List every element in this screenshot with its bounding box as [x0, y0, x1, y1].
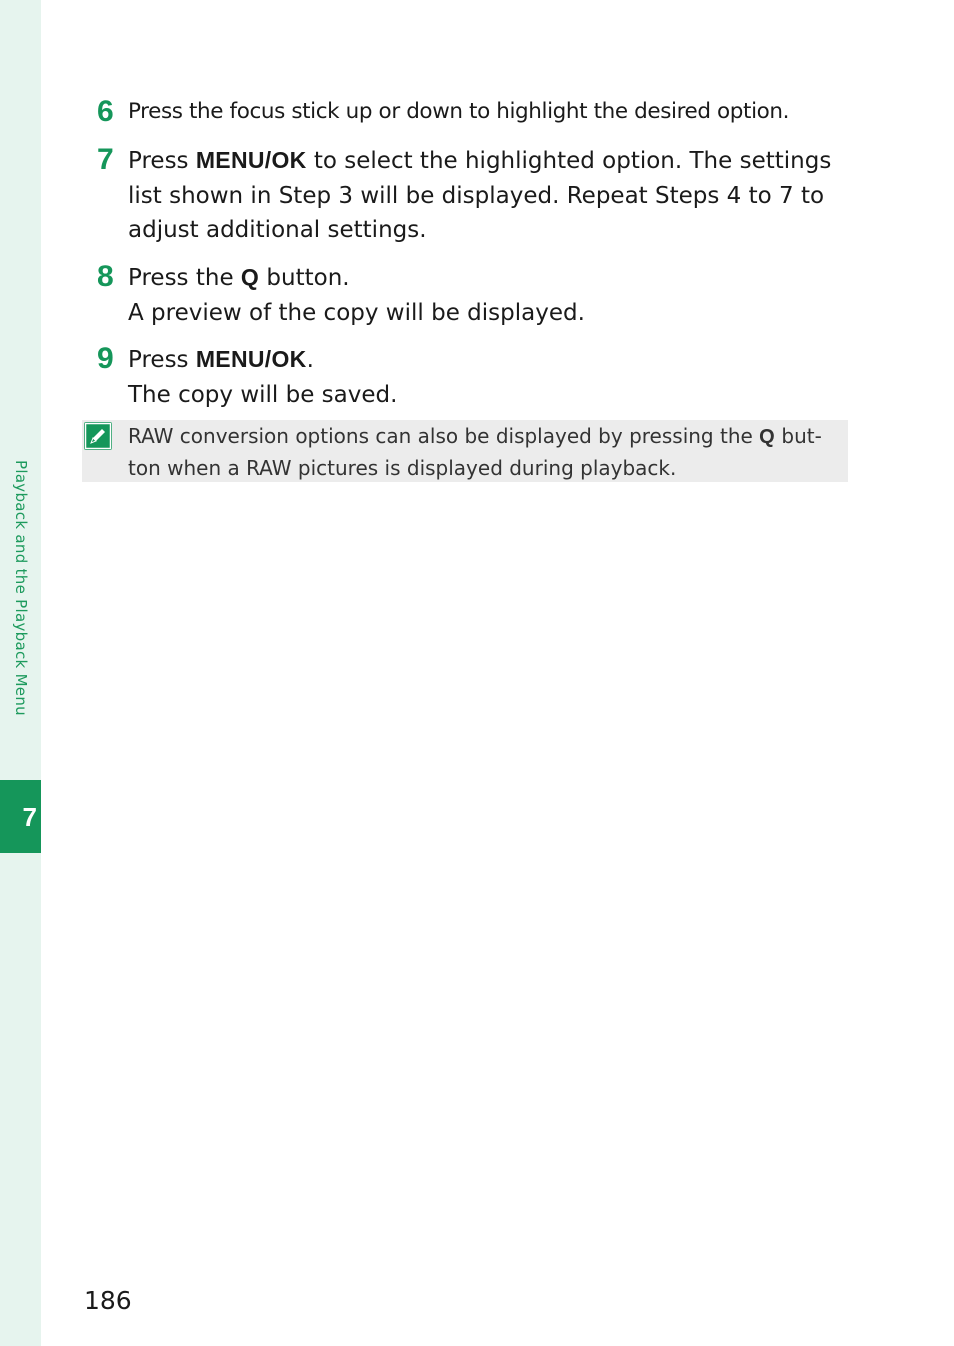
step-text [128, 260, 848, 330]
text-run: but- [775, 424, 822, 448]
q-key-label: Q [240, 264, 260, 290]
chapter-number: 7 [22, 802, 37, 832]
q-key-label: Q [759, 426, 776, 448]
note-box [82, 420, 848, 482]
chapter-side-label: Playback and the Playback Menu [12, 460, 30, 716]
step-number: 9 [97, 342, 114, 375]
step-text [128, 143, 848, 248]
menu-ok-key-label: MENU/OK [195, 346, 307, 372]
text-run: Press [128, 148, 196, 174]
step-number: 7 [97, 143, 114, 176]
step-line: A preview of the copy will be displayed. [128, 299, 585, 326]
menu-ok-key-label: MENU/OK [195, 147, 307, 173]
text-run: RAW conversion options can also be displayed by pressing the [128, 424, 760, 448]
text-run: Press [128, 347, 196, 373]
step-line: adjust additional settings. [128, 217, 427, 243]
note-line: ton when a RAW pictures is displayed during playback. [128, 456, 677, 480]
text-run: button. [259, 265, 350, 291]
text-run: to select the highlighted option. The settings [306, 148, 832, 174]
note-pencil-icon [84, 422, 112, 450]
step-line [128, 260, 848, 296]
step-line [128, 342, 848, 378]
text-run: Press the [128, 265, 241, 291]
step-line [128, 143, 848, 179]
step-number: 8 [97, 260, 114, 293]
step-line: Press the focus stick up or down to highlight the desired option. [128, 99, 790, 124]
note-text [128, 421, 844, 484]
step-line: list shown in Step 3 will be displayed. Repeat Steps 4 to 7 to [128, 182, 825, 209]
step-text [128, 95, 848, 130]
text-run: . [306, 347, 314, 373]
step-number: 6 [97, 95, 114, 128]
step-line: The copy will be saved. [128, 381, 398, 408]
note-line [128, 421, 844, 453]
page-number: 186 [84, 1286, 132, 1315]
step-text [128, 342, 848, 412]
